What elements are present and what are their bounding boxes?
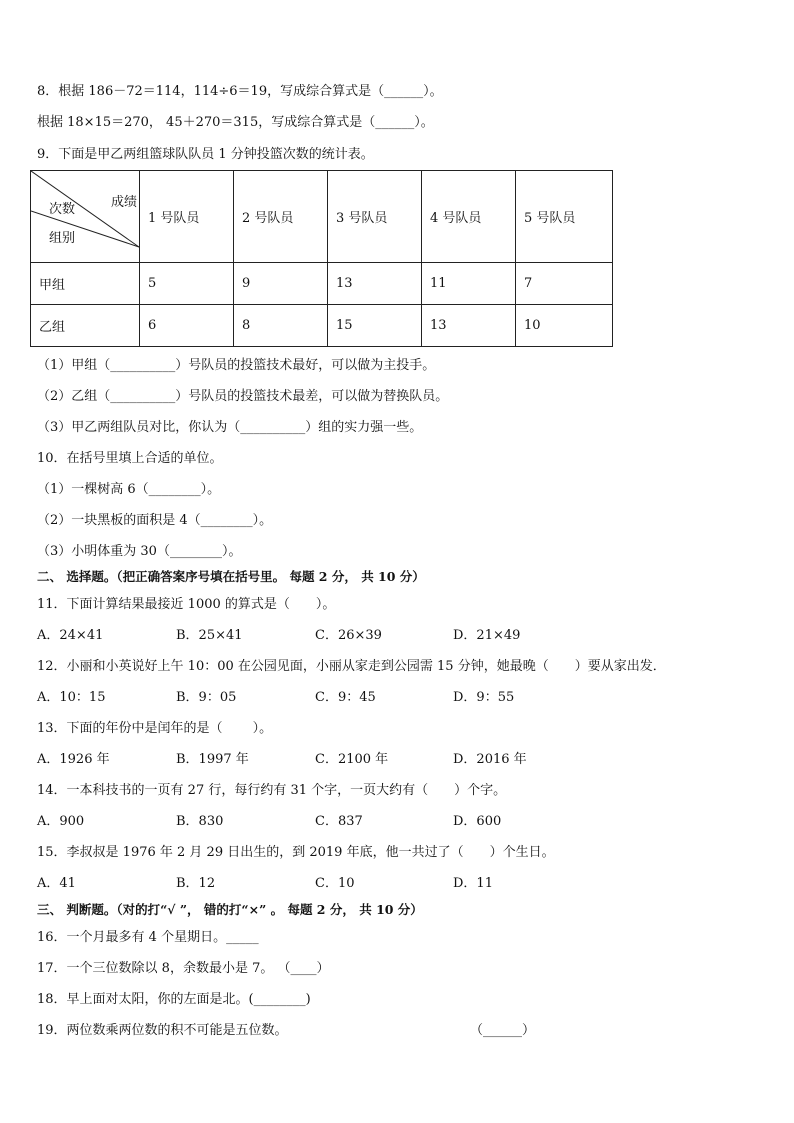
stats-table (30, 170, 613, 347)
row-group-cell: 乙组 (31, 305, 140, 347)
table-cell: 11 (422, 263, 516, 305)
corner-bottom-left-label: 组别 (49, 231, 76, 246)
header-cell: 5 号队员 (516, 171, 613, 263)
table-cell: 8 (234, 305, 328, 347)
q8-line2: 根据 18×15＝270， 45＋270＝315，写成综合算式是（______）。 (37, 115, 434, 130)
header-cell: 4 号队员 (422, 171, 516, 263)
q12-option-d: D．9：55 (453, 690, 515, 705)
q12-option-b: B．9：05 (176, 690, 237, 705)
table-cell: 15 (328, 305, 422, 347)
corner-header-cell (31, 171, 140, 263)
q13-option-c: C．2100 年 (315, 752, 389, 767)
corner-middle-left-label: 次数 (49, 202, 76, 217)
q14-option-a: A．900 (37, 814, 85, 829)
q13-stem: 13．下面的年份中是闰年的是（ ）。 (37, 721, 273, 736)
q10-sub1: （1）一棵树高 6（________）。 (37, 482, 221, 497)
q10-sub2: （2）一块黑板的面积是 4（________）。 (37, 513, 273, 528)
q14-option-c: C．837 (315, 814, 363, 829)
q11-option-b: B．25×41 (176, 628, 243, 643)
q10-title: 10．在括号里填上合适的单位。 (37, 451, 223, 466)
table-cell: 7 (516, 263, 613, 305)
q12-stem: 12．小丽和小英说好上午 10：00 在公园见面，小丽从家走到公园需 15 分钟，她最晚（ ）要从家出发． (37, 659, 666, 674)
q10-sub3: （3）小明体重为 30（________）。 (37, 544, 242, 559)
q11-option-c: C．26×39 (315, 628, 382, 643)
q15-option-a: A．41 (37, 876, 76, 891)
corner-top-right-label: 成绩 (111, 195, 138, 210)
table-cell: 6 (140, 305, 234, 347)
table-cell: 9 (234, 263, 328, 305)
q15-option-c: C．10 (315, 876, 355, 891)
q17-stem: 17．一个三位数除以 8，余数最小是 7。 （____） (37, 961, 330, 976)
q14-option-b: B．830 (176, 814, 224, 829)
table-header-row (31, 171, 613, 263)
q12-option-c: C．9：45 (315, 690, 376, 705)
q8-line1: 8．根据 186－72＝114，114÷6＝19，写成综合算式是（______）。 (37, 84, 443, 99)
q15-option-b: B．12 (176, 876, 216, 891)
q18-stem: 18．早上面对太阳，你的左面是北。(________) (37, 992, 311, 1007)
q14-option-d: D．600 (453, 814, 502, 829)
q11-stem: 11．下面计算结果最接近 1000 的算式是（ ）。 (37, 597, 336, 612)
q9-sub1: （1）甲组（__________）号队员的投篮技术最好，可以做为主投手。 (37, 358, 436, 373)
q11-option-d: D．21×49 (453, 628, 521, 643)
row-group-cell: 甲组 (31, 263, 140, 305)
section3-heading: 三、 判断题。（对的打“√ ”， 错的打“×” 。 每题 2 分， 共 10 分） (37, 902, 423, 917)
q9-sub2: （2）乙组（__________）号队员的投篮技术最差，可以做为替换队员。 (37, 389, 449, 404)
diagonal-lines (31, 171, 146, 264)
q14-stem: 14．一本科技书的一页有 27 行，每行约有 31 个字，一页大约有（ ）个字。 (37, 783, 507, 798)
q13-option-a: A．1926 年 (37, 752, 110, 767)
q15-stem: 15．李叔叔是 1976 年 2 月 29 日出生的，到 2019 年底，他一共过了（ ）个生日。 (37, 845, 555, 860)
table-cell: 13 (328, 263, 422, 305)
q16-stem: 16．一个月最多有 4 个星期日。_____ (37, 930, 259, 945)
section2-heading: 二、 选择题。（把正确答案序号填在括号里。 每题 2 分， 共 10 分） (37, 569, 425, 584)
table-cell: 13 (422, 305, 516, 347)
q19-answer-blank: （______） (470, 1023, 536, 1038)
table-row (31, 305, 613, 347)
q19-stem: 19．两位数乘两位数的积不可能是五位数。 (37, 1023, 288, 1038)
q12-option-a: A．10：15 (37, 690, 106, 705)
q13-option-b: B．1997 年 (176, 752, 249, 767)
q11-option-a: A．24×41 (37, 628, 104, 643)
q9-sub3: （3）甲乙两组队员对比，你认为（__________）组的实力强一些。 (37, 420, 423, 435)
q13-option-d: D．2016 年 (453, 752, 527, 767)
header-cell: 3 号队员 (328, 171, 422, 263)
table-cell: 5 (140, 263, 234, 305)
q15-option-d: D．11 (453, 876, 493, 891)
q9-title: 9．下面是甲乙两组篮球队队员 1 分钟投篮次数的统计表。 (37, 147, 374, 162)
table-cell: 10 (516, 305, 613, 347)
header-cell: 1 号队员 (140, 171, 234, 263)
table-row (31, 263, 613, 305)
header-cell: 2 号队员 (234, 171, 328, 263)
